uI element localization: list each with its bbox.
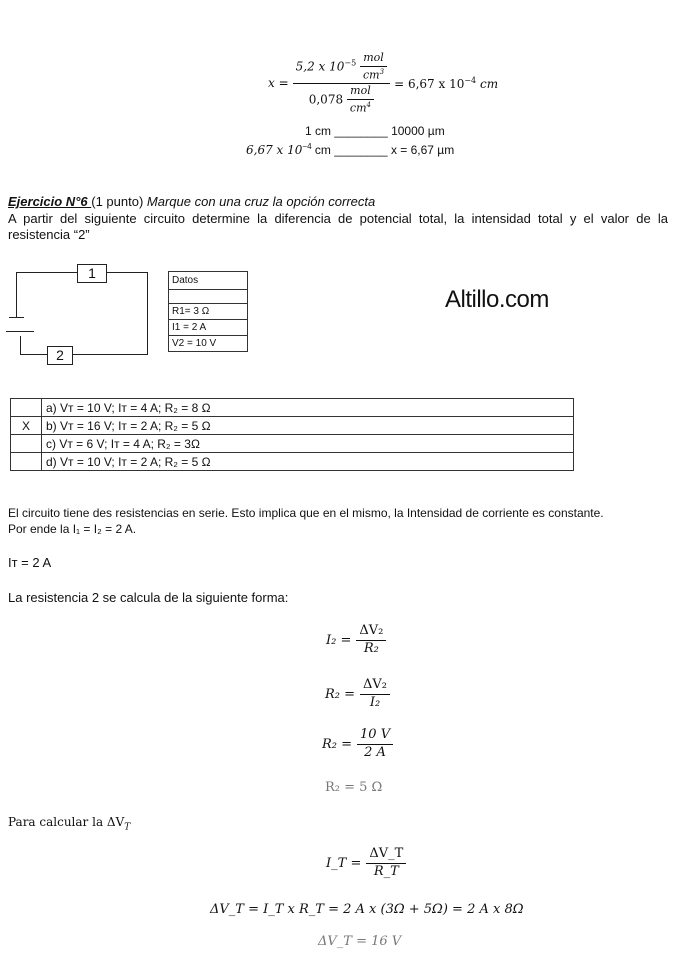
calc-numerator: 5,2 x $10^{-5}$ $\frac{\text{mol}}{cm^3}$: [293, 52, 390, 84]
calc-fraction: [293, 52, 390, 115]
option-text: d) Vᴛ = 10 V; Iᴛ = 2 A; R₂ = 5 Ω: [42, 453, 574, 471]
equation-it: I_T = $\frac{\Delta V\_T}{R\_T}$: [326, 847, 406, 880]
resistor-1: 1: [77, 264, 107, 283]
equation-dvt: ΔV_T = I_T x R_T = 2 A x (3Ω + 5Ω) = 2 A x 8Ω: [210, 902, 524, 917]
option-mark[interactable]: [11, 435, 42, 453]
calc-denominator: 0,078 $\frac{\text{mol}}{cm^4}$: [306, 84, 377, 115]
watermark: Altillo.com: [445, 286, 549, 313]
datos-table: [168, 271, 248, 352]
resistor-2: 2: [47, 346, 73, 365]
option-mark[interactable]: [11, 453, 42, 471]
option-row[interactable]: [11, 417, 574, 435]
equation-dvt-result: ΔV_T = 16 V: [318, 934, 402, 949]
exercise-instruction: Marque con una cruz la opción correcta: [146, 194, 376, 209]
datos-header: Datos: [169, 272, 248, 290]
option-mark[interactable]: X: [11, 417, 42, 435]
option-text: a) Vᴛ = 10 V; Iᴛ = 4 A; R₂ = 8 Ω: [42, 399, 574, 417]
conversion-line-1: 1 cm ________ 10000 µm: [305, 124, 445, 138]
options-table: [10, 398, 574, 471]
exercise-title: Ejercicio N°6: [8, 194, 92, 209]
datos-row: [169, 290, 248, 304]
equation-r2: R₂ = $\frac{\text{ΔV₂}}{\text{I₂}}$: [325, 678, 390, 711]
option-mark[interactable]: [11, 399, 42, 417]
battery-long-plate: [9, 317, 24, 318]
r2-intro: La resistencia 2 se calcula de la siguiente forma:: [8, 590, 289, 605]
exercise-points: (1 punto): [91, 194, 147, 209]
exercise-statement: A partir del siguiente circuito determine la diferencia de potencial total, la intensidad total y el valor de la resistencia “2”: [8, 211, 668, 242]
dvt-intro: Para calcular la $\Delta V_T$: [8, 815, 131, 833]
equation-r2-values: R₂ = $\frac{10 V}{2 A}$: [322, 728, 393, 761]
calc-fraction-line: [268, 52, 498, 115]
datos-row: I1 = 2 A: [169, 320, 248, 336]
conversion-line-2: 6,67 x $10^{-4}$ cm ________ x = 6,67 µm: [246, 142, 455, 157]
exercise-header: [8, 194, 668, 210]
battery-short-plate: [6, 331, 34, 332]
option-text: c) Vᴛ = 6 V; Iᴛ = 4 A; R₂ = 3Ω: [42, 435, 574, 453]
option-row[interactable]: [11, 399, 574, 417]
option-row[interactable]: [11, 453, 574, 471]
explanation-line-1: El circuito tiene des resistencias en serie. Esto implica que en el mismo, la Intensidad de corriente es constante.: [8, 506, 604, 520]
calc-result: = 6,67 x $10^{-4}$ cm: [394, 75, 499, 91]
option-row[interactable]: [11, 435, 574, 453]
explanation-line-2: Por ende la I₁ = I₂ = 2 A.: [8, 522, 137, 536]
x-variable: x =: [268, 76, 289, 91]
datos-row: R1= 3 Ω: [169, 304, 248, 320]
option-text: b) Vᴛ = 16 V; Iᴛ = 2 A; R₂ = 5 Ω: [42, 417, 574, 435]
equation-r2-result: R₂ = 5 Ω: [325, 780, 383, 795]
datos-row: V2 = 10 V: [169, 336, 248, 352]
total-current-line: Iᴛ = 2 A: [8, 555, 52, 570]
equation-i2: I₂ = $\frac{\text{ΔV₂}}{\text{R₂}}$: [326, 624, 386, 657]
